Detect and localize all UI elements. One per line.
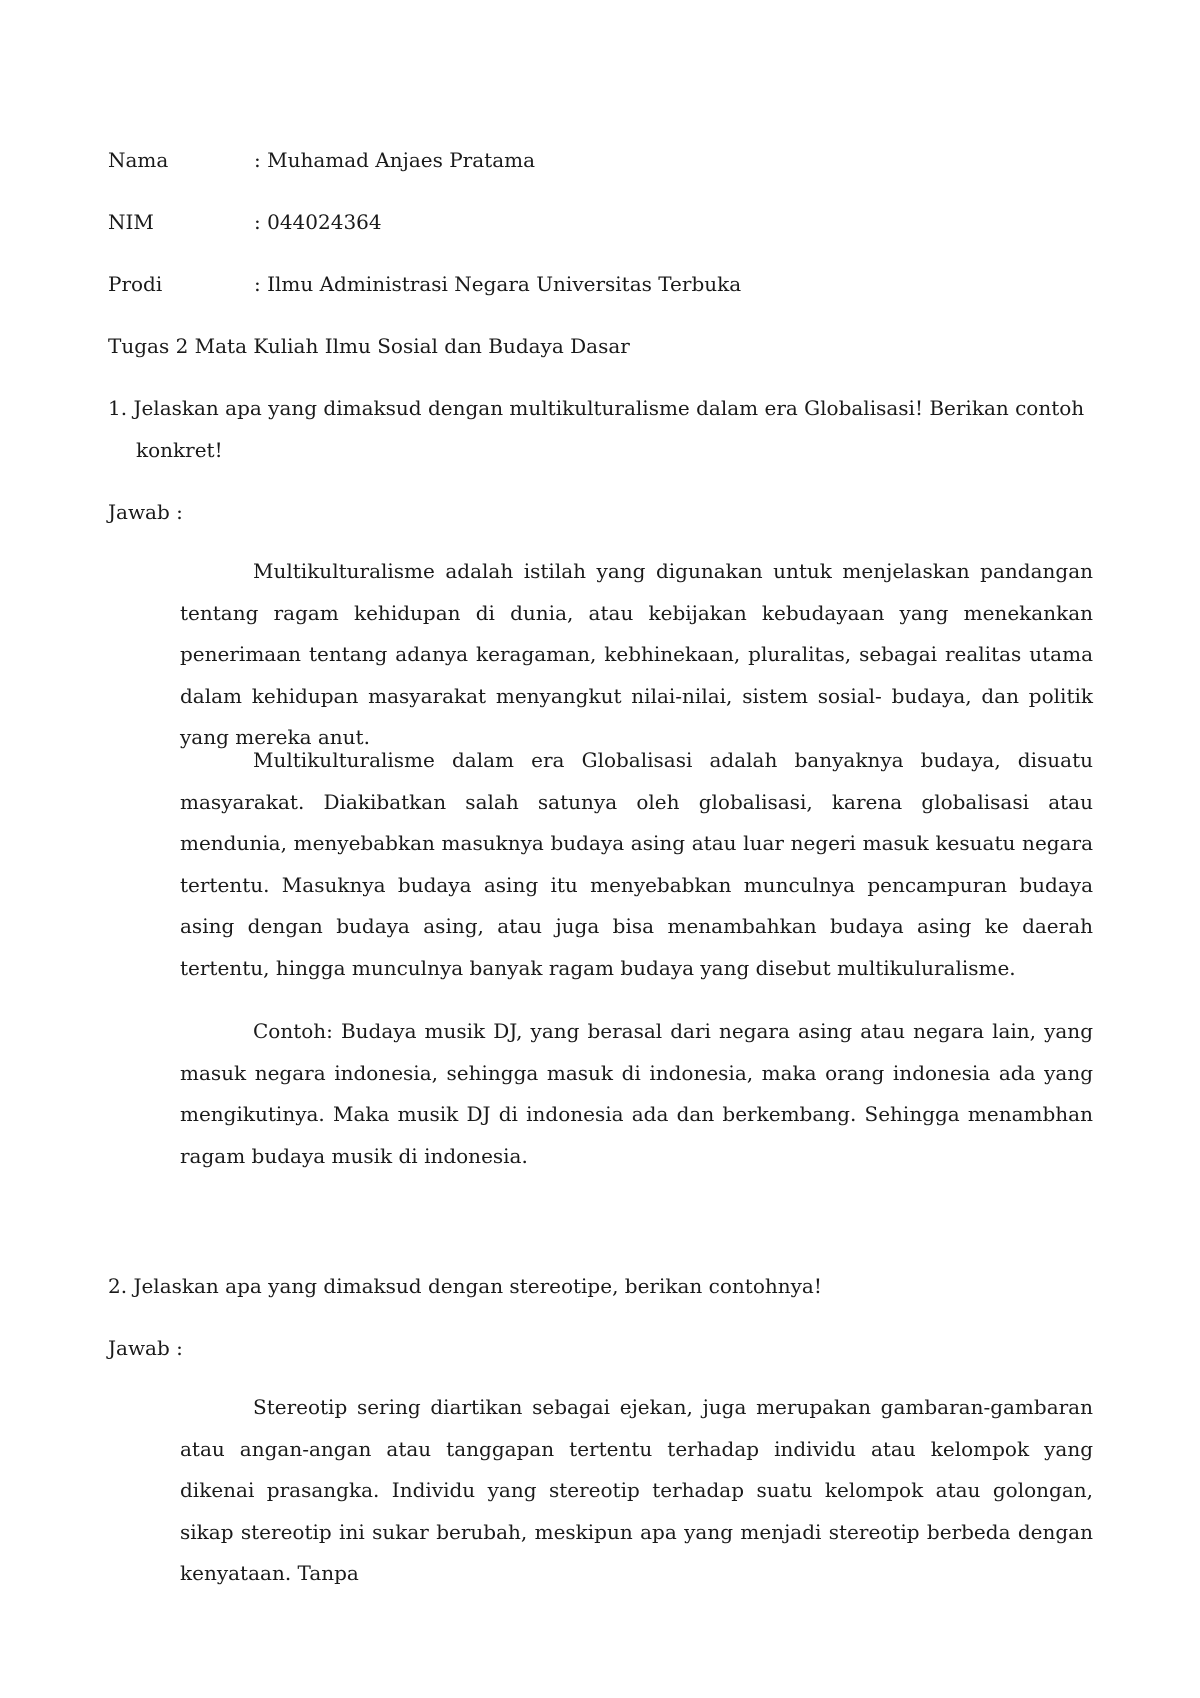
answer-2-label: Jawab : <box>108 1336 183 1360</box>
answer-1-paragraph: Contoh: Budaya musik DJ, yang berasal dari negara asing atau negara lain, yang masuk negara indonesia, sehingga masuk di indonesia, maka orang indonesia ada yang mengikutinya. Maka musik DJ di indonesia ada dan berkembang. Sehingga menambhan ragam budaya musik di indonesia. <box>180 1019 1093 1168</box>
name-value: : Muhamad Anjaes Pratama <box>254 148 536 172</box>
question-2-line-1: 2. Jelaskan apa yang dimaksud dengan stereotipe, berikan contohnya! <box>108 1274 822 1298</box>
answer-1-paragraph: Multikulturalisme dalam era Globalisasi adalah banyaknya budaya, disuatu masyarakat. Diakibatkan salah satunya oleh globalisasi, karena globalisasi atau mendunia, menyebabkan masuknya budaya asing atau luar negeri masuk kesuatu negara tertentu. Masuknya budaya asing itu menyebabkan munculnya pencampuran budaya asing dengan budaya asing, atau juga bisa menambahkan budaya asing ke daerah tertentu, hingga munculnya banyak ragam budaya yang disebut multikuluralisme. <box>180 748 1093 980</box>
prodi-label: Prodi <box>108 272 163 296</box>
question-1-line-1: 1. Jelaskan apa yang dimaksud dengan multikulturalisme dalam era Globalisasi! Berikan contoh <box>108 396 1085 420</box>
answer-2-paragraph: Stereotip sering diartikan sebagai ejekan, juga merupakan gambaran-gambaran atau angan-angan atau tanggapan tertentu terhadap individu atau kelompok yang dikenai prasangka. Individu yang stereotip terhadap suatu kelompok atau golongan, sikap stereotip ini sukar berubah, meskipun apa yang menjadi stereotip berbeda dengan kenyataan. Tanpa <box>180 1395 1093 1585</box>
name-label: Nama <box>108 148 169 172</box>
question-1-line-2: konkret! <box>136 438 223 462</box>
nim-value: : 044024364 <box>254 210 382 234</box>
nim-label: NIM <box>108 210 154 234</box>
answer-1-label: Jawab : <box>108 500 183 524</box>
answer-1-paragraph: Multikulturalisme adalah istilah yang digunakan untuk menjelaskan pandangan tentang ragam kehidupan di dunia, atau kebijakan kebudayaan yang menekankan penerimaan tentang adanya keragaman, kebhinekaan, pluralitas, sebagai realitas utama dalam kehidupan masyarakat menyangkut nilai-nilai, sistem sosial- budaya, dan politik yang mereka anut. <box>180 559 1093 749</box>
assignment-title: Tugas 2 Mata Kuliah Ilmu Sosial dan Budaya Dasar <box>108 334 630 358</box>
prodi-value: : Ilmu Administrasi Negara Universitas Terbuka <box>254 272 742 296</box>
